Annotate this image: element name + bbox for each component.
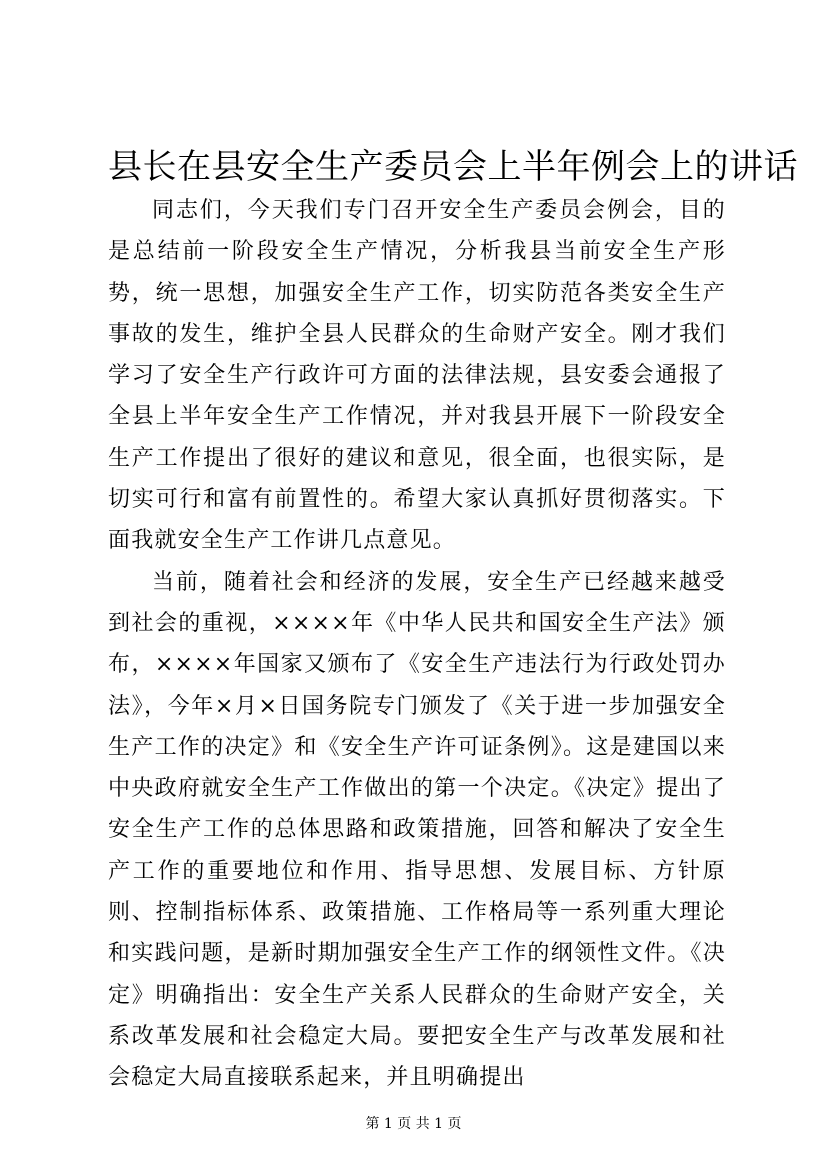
paragraph-1: 同志们，今天我们专门召开安全生产委员会例会，目的是总结前一阶段安全生产情况，分析我县当前安全生产形势，统一思想，加强安全生产工作，切实防范各类安全生产事故的发生，维护全县人民群众的生命财产安全。刚才我们学习了安全生产行政许可方面的法律法规，县安委会通报了全县上半年安全生产工作情况，并对我县开展下一阶段安全生产工作提出了很好的建议和意见，很全面，也很实际，是切实可行和富有前置性的。希望大家认真抓好贯彻落实。下面我就安全生产工作讲几点意见。	[108, 198, 726, 554]
document-body	[108, 190, 726, 1099]
page-number-footer: 第 1 页 共 1 页	[365, 1116, 462, 1132]
document-title: 县长在县安全生产委员会上半年例会上的讲话	[108, 147, 798, 187]
paragraph-2: 当前，随着社会和经济的发展，安全生产已经越来越受到社会的重视，××××年《中华人民共和国安全生产法》颁布，××××年国家又颁布了《安全生产违法行为行政处罚办法》，今年×月×日国务院专门颁发了《关于进一步加强安全生产工作的决定》和《安全生产许可证条例》。这是建国以来中央政府就安全生产工作做出的第一个决定。《决定》提出了安全生产工作的总体思路和政策措施，回答和解决了安全生产工作的重要地位和作用、指导思想、发展目标、方针原则、控制指标体系、政策措施、工作格局等一系列重大理论和实践问题，是新时期加强安全生产工作的纲领性文件。《决定》明确指出：安全生产关系人民群众的生命财产安全，关系改革发展和社会稳定大局。要把安全生产与改革发展和社会稳定大局直接联系起来，并且明确提出	[108, 569, 726, 1091]
